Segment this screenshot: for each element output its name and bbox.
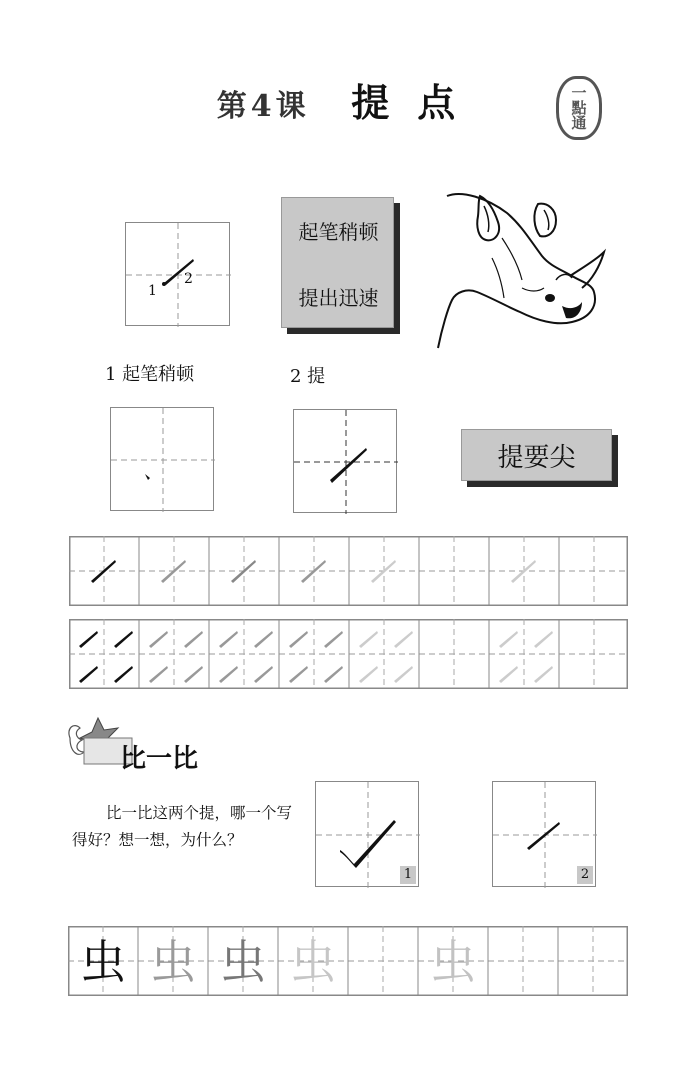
character-practice-row: [68, 926, 628, 996]
seal-line: 點: [571, 98, 587, 117]
step-label-2: 2 提: [290, 366, 326, 387]
practice-row-1: [69, 536, 628, 606]
rhino-illustration: [432, 188, 612, 358]
step-1-figure: [111, 408, 215, 512]
practice-char: 虫: [220, 935, 266, 989]
compare-box-2: [492, 781, 596, 887]
step-2-box: [293, 409, 397, 513]
section-instructions: 比一比这两个提，哪一个写得好？想一想，为什么？: [72, 804, 293, 849]
tip-line-start: 起笔稍顿: [298, 220, 379, 244]
practice-char: 虫: [430, 935, 476, 989]
stroke-order-figure: [126, 223, 231, 327]
stroke-order-box: [125, 222, 230, 326]
compare-number-1: 1: [400, 866, 416, 884]
stroke-number-1: 1: [148, 283, 157, 299]
seal-line: 通: [571, 113, 587, 132]
compare-number-2: 2: [577, 866, 593, 884]
practice-row-2: [69, 619, 628, 689]
practice-char: 虫: [80, 935, 126, 989]
sharp-tip-box: 提要尖: [461, 429, 612, 481]
lesson-prefix: 第: [216, 89, 251, 124]
seal-logo: [556, 76, 602, 140]
lesson-number: 4: [250, 89, 276, 124]
practice-char: 虫: [290, 935, 336, 989]
tip-line-finish: 提出迅速: [298, 286, 379, 310]
practice-char: 虫: [150, 935, 196, 989]
writing-tip-box: [281, 197, 394, 328]
step-1-box: [110, 407, 214, 511]
lesson-name: 提点: [351, 80, 484, 125]
compare-box-1: [315, 781, 419, 887]
step-label-1: 1 起笔稍顿: [105, 364, 195, 385]
section-title: 比一比: [120, 744, 199, 774]
lesson-suffix: 课: [275, 89, 310, 124]
stroke-number-2: 2: [184, 271, 193, 287]
step-2-figure: [294, 410, 398, 514]
seal-line: 一: [571, 83, 587, 102]
